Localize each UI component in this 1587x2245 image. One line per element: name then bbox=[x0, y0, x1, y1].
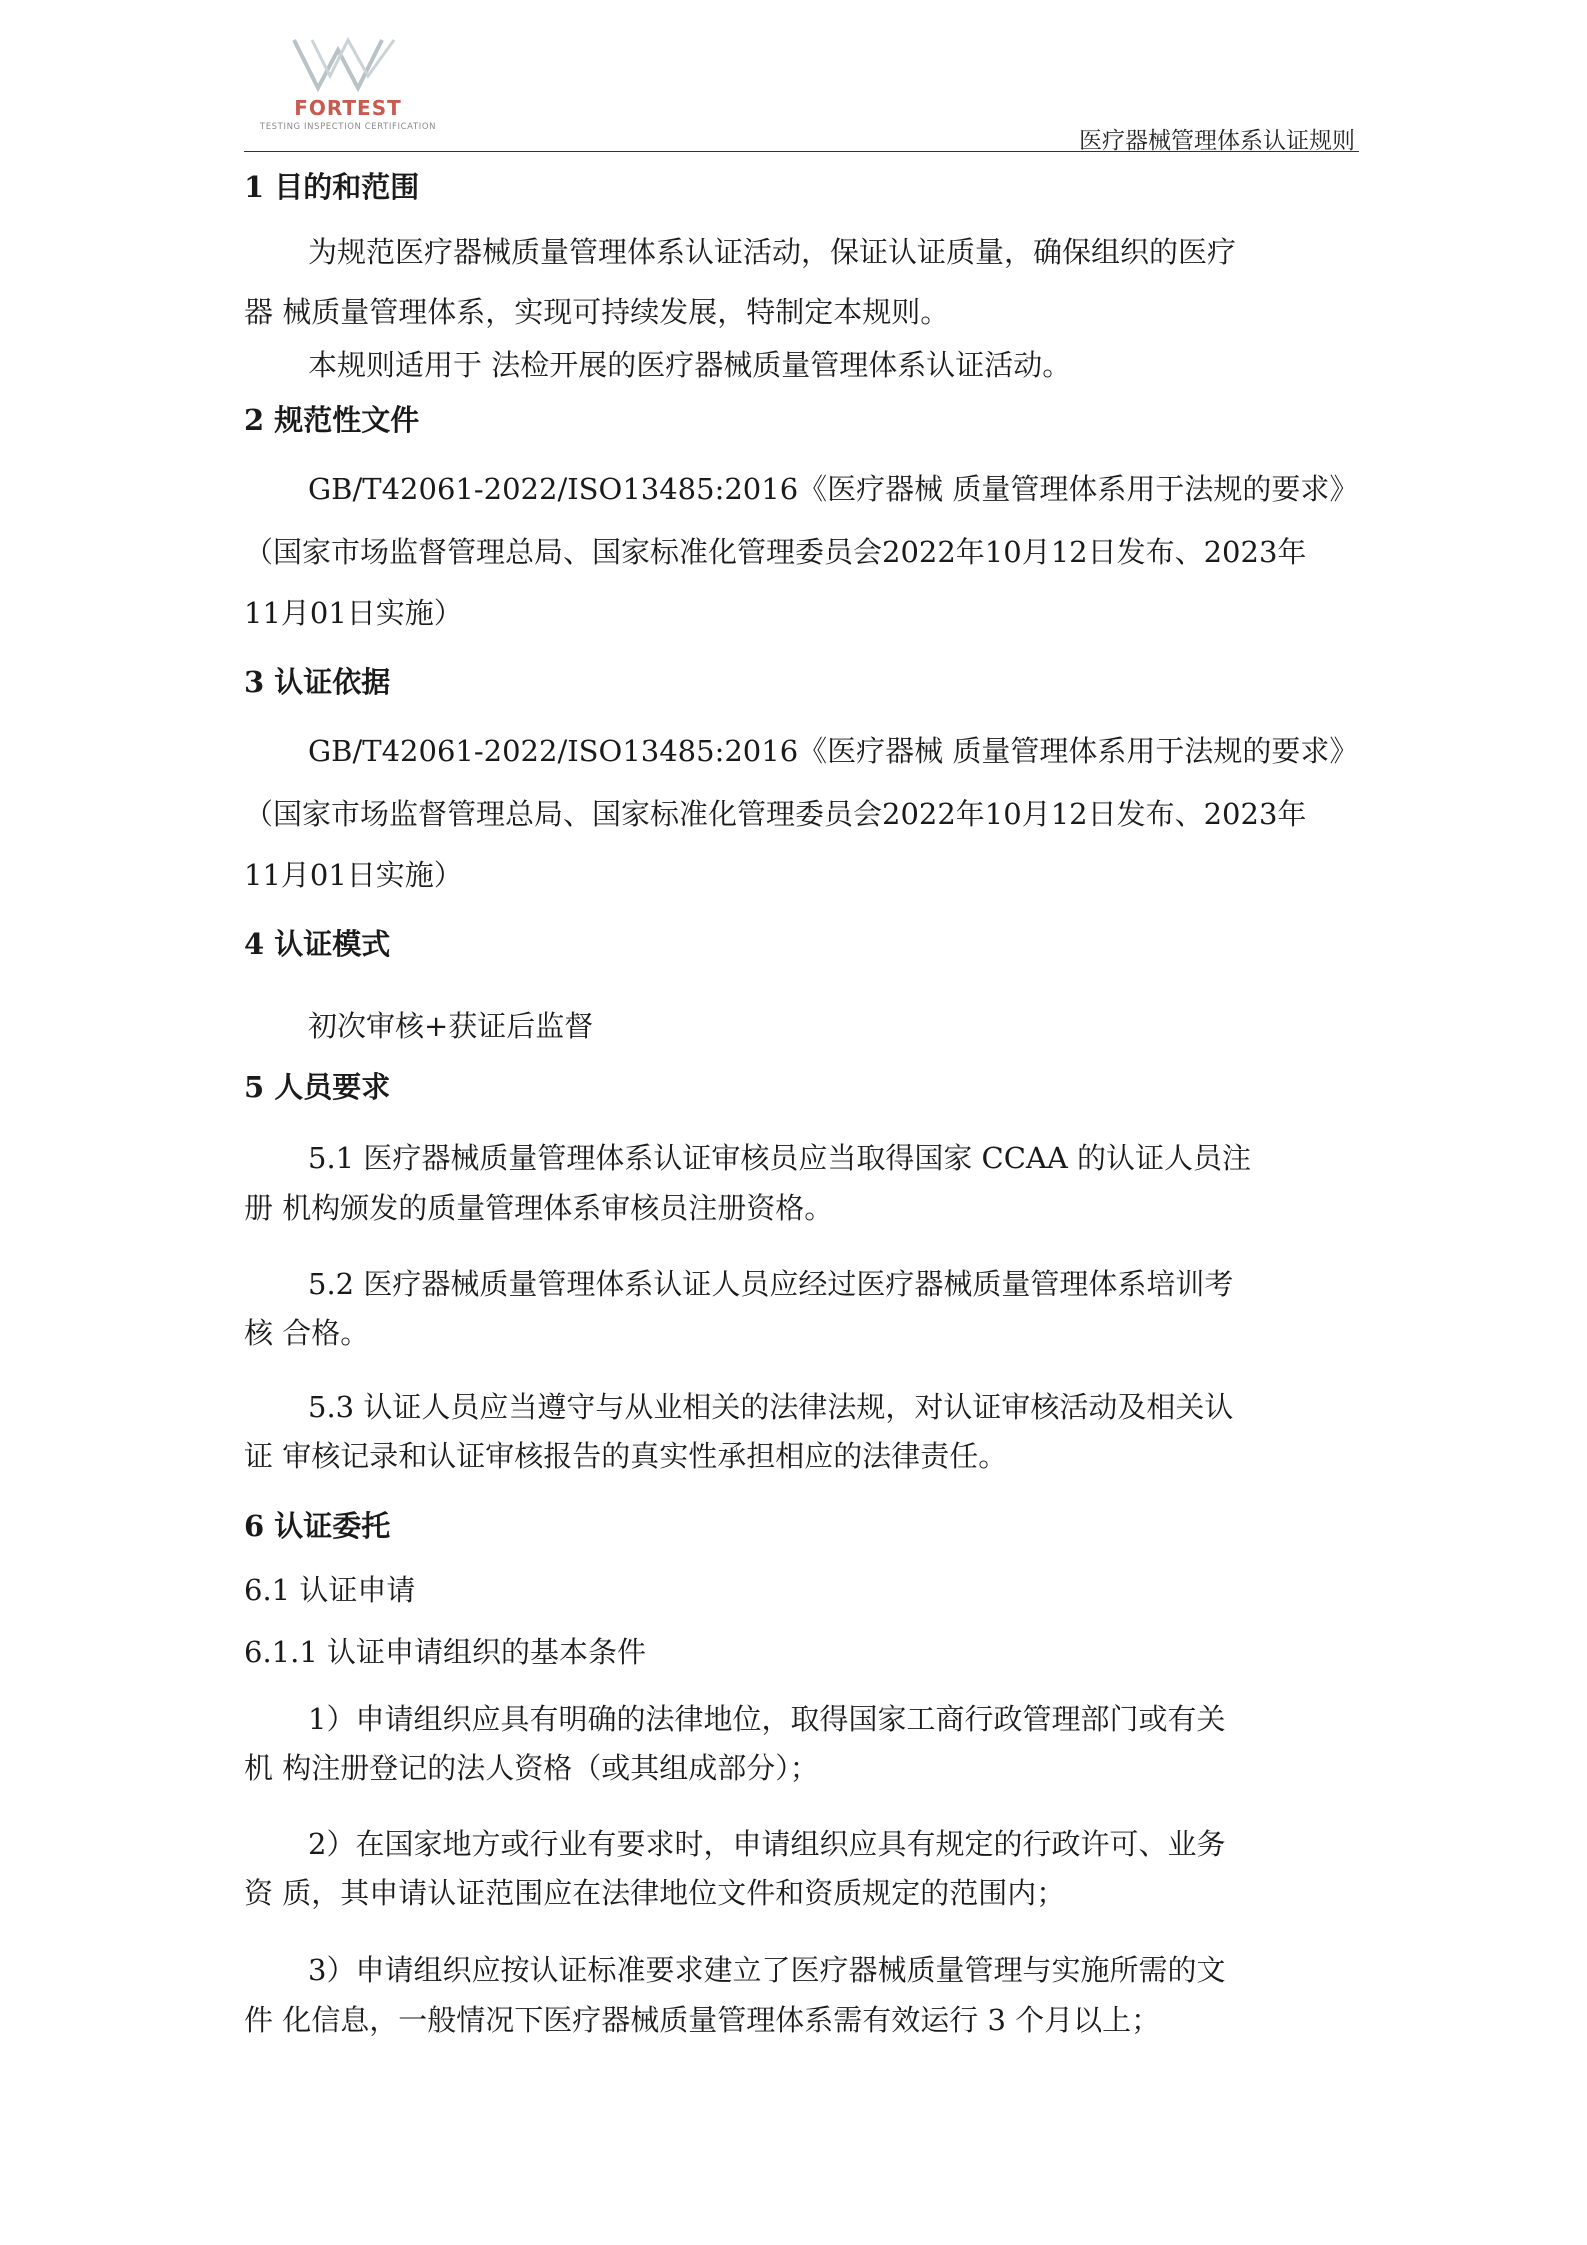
s3-line3: 11月01日实施） bbox=[244, 858, 463, 892]
s2-line1: GB/T42061-2022/ISO13485:2016《医疗器械 质量管理体系用于法规的要求》 bbox=[308, 472, 1359, 506]
s5-para2-line2: 核 合格。 bbox=[244, 1316, 370, 1350]
s5-para3-line1: 5.3 认证人员应当遵守与从业相关的法律法规，对认证审核活动及相关认 bbox=[308, 1390, 1234, 1424]
s6-item2-line2: 资 质，其申请认证范围应在法律地位文件和资质规定的范围内； bbox=[244, 1876, 1066, 1910]
s6-item3-line1: 3）申请组织应按认证标准要求建立了医疗器械质量管理与实施所需的文 bbox=[308, 1953, 1226, 1987]
fortest-logo bbox=[248, 36, 448, 136]
s1-para2-line1: 本规则适用于 法检开展的医疗器械质量管理体系认证活动。 bbox=[308, 348, 1072, 382]
w-mark-icon bbox=[290, 36, 406, 94]
heading-4: 4 认证模式 bbox=[244, 927, 391, 961]
logo-name: FORTEST bbox=[294, 96, 402, 120]
s6-item1-line2: 机 构注册登记的法人资格（或其组成部分）； bbox=[244, 1751, 819, 1785]
s3-line1: GB/T42061-2022/ISO13485:2016《医疗器械 质量管理体系用于法规的要求》 bbox=[308, 734, 1359, 768]
heading-3: 3 认证依据 bbox=[244, 665, 391, 699]
heading-6: 6 认证委托 bbox=[244, 1509, 391, 1543]
running-title: 医疗器械管理体系认证规则 bbox=[1079, 128, 1355, 154]
s5-para1-line1: 5.1 医疗器械质量管理体系认证审核员应当取得国家 CCAA 的认证人员注 bbox=[308, 1141, 1252, 1175]
subheading-6-1: 6.1 认证申请 bbox=[244, 1573, 416, 1607]
s5-para3-line2: 证 审核记录和认证审核报告的真实性承担相应的法律责任。 bbox=[244, 1439, 1008, 1473]
s2-line3: 11月01日实施） bbox=[244, 596, 463, 630]
heading-5: 5 人员要求 bbox=[244, 1070, 391, 1104]
s6-item2-line1: 2）在国家地方或行业有要求时，申请组织应具有规定的行政许可、业务 bbox=[308, 1827, 1226, 1861]
s3-line2: （国家市场监督管理总局、国家标准化管理委员会2022年10月12日发布、2023年 bbox=[244, 797, 1307, 831]
s6-item3-line2: 件 化信息，一般情况下医疗器械质量管理体系需有效运行 3 个月以上； bbox=[244, 2003, 1161, 2037]
s5-para1-line2: 册 机构颁发的质量管理体系审核员注册资格。 bbox=[244, 1191, 834, 1225]
logo-tagline: TESTING INSPECTION CERTIFICATION bbox=[259, 122, 437, 132]
s4-line1: 初次审核+获证后监督 bbox=[308, 1009, 594, 1043]
heading-1: 1 目的和范围 bbox=[244, 170, 420, 204]
s2-line2: （国家市场监督管理总局、国家标准化管理委员会2022年10月12日发布、2023年 bbox=[244, 535, 1307, 569]
subheading-6-1-1: 6.1.1 认证申请组织的基本条件 bbox=[244, 1635, 647, 1669]
page-header bbox=[244, 36, 1359, 152]
s1-para1-line1: 为规范医疗器械质量管理体系认证活动，保证认证质量，确保组织的医疗 bbox=[308, 235, 1237, 269]
heading-2: 2 规范性文件 bbox=[244, 403, 420, 437]
s5-para2-line1: 5.2 医疗器械质量管理体系认证人员应经过医疗器械质量管理体系培训考 bbox=[308, 1267, 1234, 1301]
s1-para1-line2: 器 械质量管理体系，实现可持续发展，特制定本规则。 bbox=[244, 295, 950, 329]
s6-item1-line1: 1）申请组织应具有明确的法律地位，取得国家工商行政管理部门或有关 bbox=[308, 1702, 1226, 1736]
